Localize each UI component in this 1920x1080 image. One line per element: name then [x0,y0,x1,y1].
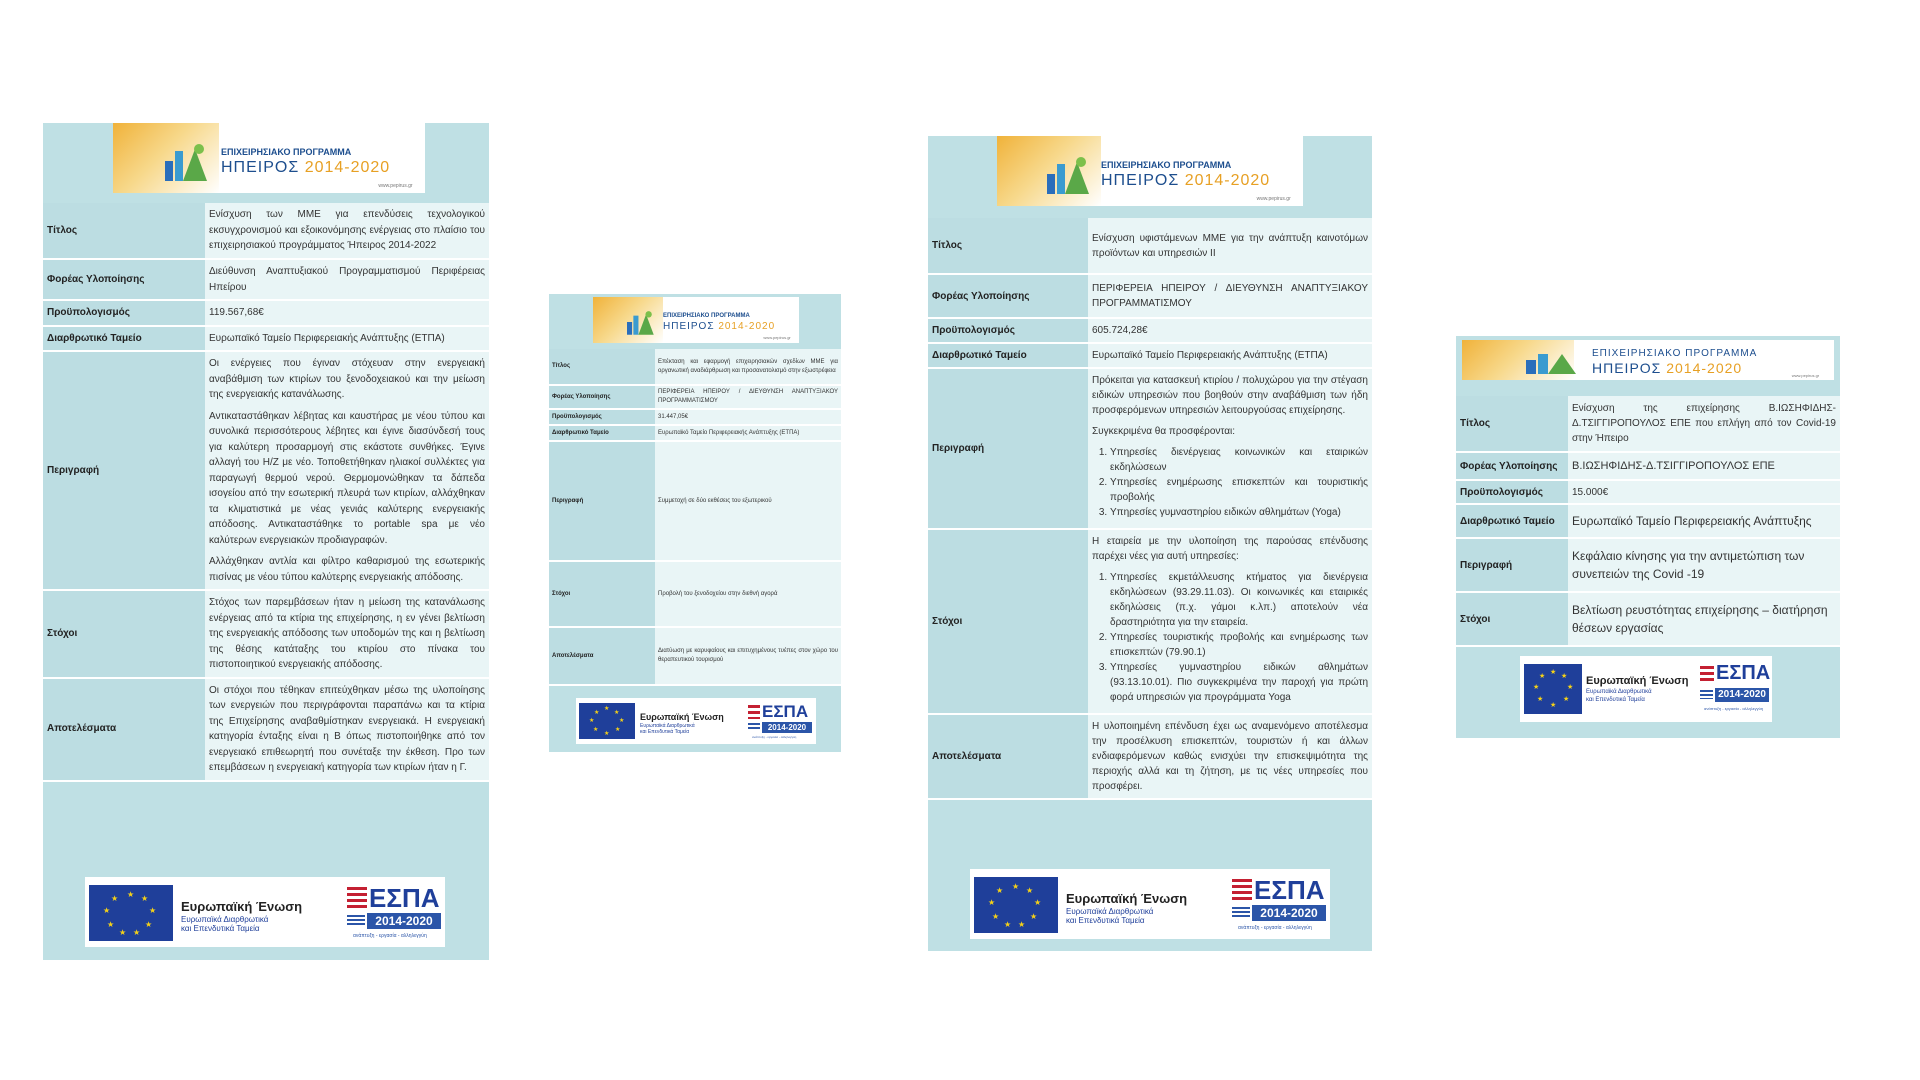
funding-footer [1520,656,1772,722]
label-title: Τίτλος [928,218,1088,274]
row-fund [1456,504,1840,538]
value-description: Κεφάλαιο κίνησης για την αντιμετώπιση των συνεπειών της Covid -19 [1568,538,1840,592]
eu-text [1066,891,1187,925]
label-body: Φορέας Υλοποίησης [43,259,205,300]
poster-covid-support [1456,336,1840,738]
banner-years: 2014-2020 [304,159,391,176]
list-item: 1. Υπηρεσίες διενέργειας κοινωνικών και εταιρικών εκδηλώσεων [1110,445,1368,475]
program-banner [113,123,425,193]
value-description: Συμμετοχή σε δύο εκθέσεις του εξωτερικού [655,441,841,561]
program-banner [997,136,1303,206]
funding-footer [85,877,445,947]
eu-sub1: Ευρωπαϊκά Διαρθρωτικά [1586,689,1652,695]
value-fund: Ευρωπαϊκό Ταμείο Περιφερειακής Ανάπτυξης [1568,504,1840,538]
poster-tourism-energy [43,123,489,960]
funding-footer [970,869,1330,939]
banner-line2 [221,159,390,177]
banner-line2 [663,321,775,332]
row-description [549,441,841,561]
banner-url: www.pepirus.gr [378,182,413,189]
label-goals: Στόχοι [1456,592,1568,646]
row-fund [549,425,841,441]
row-title [928,218,1372,274]
value-title: Ενίσχυση της επιχείρησης Β.ΙΩΣΗΦΙΔΗΣ-Δ.ΤΣΙΓΓΙΡΟΠΟΥΛΟΣ ΕΠΕ που επλήγη από τον Covid-19 στην Ήπειρο [1568,396,1840,452]
greek-flag-icon [748,723,760,731]
row-fund [928,343,1372,368]
label-budget: Προϋπολογισμός [928,318,1088,343]
espa-logo [1700,662,1770,718]
value-body: Β.ΙΩΣΗΦΙΔΗΣ-Δ.ΤΣΙΓΓΙΡΟΠΟΥΛΟΣ ΕΠΕ [1568,452,1840,480]
row-title [549,349,841,385]
label-fund: Διαρθρωτικό Ταμείο [1456,504,1568,538]
eu-flag-icon: ★ ★ ★ ★ ★ ★ ★ ★ [579,703,635,739]
espa-logo [748,702,814,742]
program-banner [593,297,799,343]
label-title: Τίτλος [549,349,655,385]
poster-outward-orientation [549,294,841,752]
row-budget [928,318,1372,343]
banner-line2 [1592,360,1742,376]
banner-years: 2014-2020 [1184,172,1271,189]
espa-tagline: ανάπτυξη - εργασία - αλληλεγγύη [752,735,797,739]
value-results: Η υλοποιημένη επένδυση έχει ως αναμενόμενο αποτέλεσμα την προσέλκυση επισκεπτών, τουριστών ή και άλλων ενδιαφερόμενων καθώς ενισχύει την επισκεψιμότητα της περιοχής αλλά και τη ζήτηση, με τις νέες υπηρεσίες που προσφέρει. [1088,714,1372,799]
list-item: 3. Υπηρεσίες γυμναστηρίου ειδικών αθλημάτων (Yoga) [1110,505,1368,520]
eu-text [1586,674,1688,704]
value-budget: 15.000€ [1568,480,1840,504]
label-title: Τίτλος [1456,396,1568,452]
greek-flag-icon [347,915,365,927]
label-body: Φορέας Υλοποίησης [928,274,1088,318]
banner-years: 2014-2020 [718,321,776,332]
list-item: 2. Υπηρεσίες ενημέρωσης επισκεπτών και τουριστικής προβολής [1110,475,1368,505]
epirus-logo-icon [627,309,655,335]
value-body: ΠΕΡΙΦΕΡΕΙΑ ΗΠΕΙΡΟΥ / ΔΙΕΥΘΥΝΣΗ ΑΝΑΠΤΥΞΙΑΚΟΥ ΠΡΟΓΡΑΜΜΑΤΙΣΜΟΥ [1088,274,1372,318]
list-item: 2. Υπηρεσίες τουριστικής προβολής και ενημέρωσης των επισκεπτών (79.90.1) [1110,630,1368,660]
banner-region: ΗΠΕΙΡΟΣ [663,321,715,332]
espa-tagline: ανάπτυξη - εργασία - αλληλεγγύη [1704,706,1764,711]
row-goals [43,590,489,678]
greek-flag-icon [1700,690,1713,699]
espa-word: ΕΣΠΑ [369,883,440,913]
value-budget: 605.724,28€ [1088,318,1372,343]
value-title: Ενίσχυση υφιστάμενων ΜΜΕ για την ανάπτυξη καινοτόμων προϊόντων και υπηρεσιών ΙΙ [1088,218,1372,274]
espa-years: 2014-2020 [367,913,441,929]
description-p3: Αλλάχθηκαν αντλία και φίλτρο καθαρισμού της εσωτερικής πισίνας με νέου τύπου καλύτερης ενεργειακής απόδοσης. [209,556,485,583]
label-results: Αποτελέσματα [43,678,205,781]
row-goals [928,529,1372,714]
espa-years: 2014-2020 [1252,905,1326,921]
row-description [1456,538,1840,592]
banner-line1: ΕΠΙΧΕΙΡΗΣΙΑΚΟ ΠΡΟΓΡΑΜΜΑ [1592,348,1758,359]
epirus-logo-icon [165,141,209,181]
description-p1: Οι ενέργειες που έγιναν στόχευαν στην ενεργειακή αναβάθμιση των κτιρίων του ξενοδοχειακού και την μείωση της ενεργειακής κατανάλωσης. [209,358,485,400]
eu-text [181,899,302,933]
eu-sub2: και Επενδυτικά Ταμεία [640,729,690,735]
description-intro: Πρόκειται για κατασκευή κτιρίου / πολυχώρου για την στέγαση ειδικών υπηρεσιών που βοηθούν στην αναβάθμιση των ήδη προσφερόμενων υπηρεσιών λειτουργούσας επιχείρησης. [1092,375,1368,416]
espa-word: ΕΣΠΑ [1716,662,1771,684]
goals-list [1092,570,1368,705]
label-body: Φορέας Υλοποίησης [1456,452,1568,480]
banner-url: www.pepirus.gr [1791,372,1820,378]
row-results [928,714,1372,799]
label-goals: Στόχοι [928,529,1088,714]
row-title [43,203,489,259]
row-body [1456,452,1840,480]
label-budget: Προϋπολογισμός [1456,480,1568,504]
row-title [1456,396,1840,452]
row-description [43,351,489,590]
banner-region: ΗΠΕΙΡΟΣ [1592,360,1662,376]
label-description: Περιγραφή [1456,538,1568,592]
value-goals: Στόχος των παρεμβάσεων ήταν η μείωση της κατανάλωσης ενέργειας από τα κτίρια της επιχείρησης, η εν γένει βελτίωση της ενεργειακής απόδοσης των υποδομών της και η βελτίωση της θέσης κατάταξης του κτιρίου στο πίνακα του πιστοποιητικού ενεργειακής απόδοσης. [205,590,489,678]
value-budget: 119.567,68€ [205,300,489,326]
row-budget [549,409,841,425]
value-goals: Προβολή του ξενοδοχείου στην διεθνή αγορά [655,561,841,627]
label-description: Περιγραφή [549,441,655,561]
eu-sub2: και Επενδυτικά Ταμεία [181,924,260,933]
eu-sub2: και Επενδυτικά Ταμεία [1586,697,1645,703]
row-goals [1456,592,1840,646]
eu-flag-icon: ★ ★ ★ ★ ★ ★ ★ ★ [1524,664,1582,714]
eu-flag-icon: ★ ★ ★ ★ ★ ★ ★ ★ ★ [974,877,1058,933]
banner-line1: ΕΠΙΧΕΙΡΗΣΙΑΚΟ ΠΡΟΓΡΑΜΜΑ [1101,160,1232,170]
project-table [549,349,841,686]
value-budget: 31.447,05€ [655,409,841,425]
banner-url: www.pepirus.gr [1256,195,1291,202]
eu-text [640,712,724,735]
value-goals: Βελτίωση ρευστότητας επιχείρησης – διατήρηση θέσεων εργασίας [1568,592,1840,646]
eu-title: Ευρωπαϊκή Ένωση [640,712,724,722]
row-goals [549,561,841,627]
espa-logo [347,883,443,943]
row-budget [43,300,489,326]
value-body: ΠΕΡΙΦΕΡΕΙΑ ΗΠΕΙΡΟΥ / ΔΙΕΥΘΥΝΣΗ ΑΝΑΠΤΥΞΙΑΚΟΥ ΠΡΟΓΡΑΜΜΑΤΙΣΜΟΥ [655,385,841,409]
description-p2: Αντικαταστάθηκαν λέβητας και καυστήρας με νέου τύπου και συνολικά περισσότερους λέβητες και έγινε διασύνδεσή τους για καλύτερη προσαρμογή στις εκάστοτε συνθήκες. Έγινε αλλαγή του Η/Ζ με νέο. Τοποθετήθηκαν ηλιακοί συλλέκτες για παραγωγή θερμού νερού. Θερμομονώθηκαν τα δάπεδα ισογείου από την εσωτερική πλευρά των κτιρίων, αλλάχθηκαν τα κλιματιστικά με νέας γενιάς καλύτερης ενεργειακής απόδοσης. Αντικαταστάθηκε το portable spa με νέο καλύτερων ενεργειακών προδιαγραφών. [209,410,485,546]
list-item: 3. Υπηρεσίες γυμναστηρίου ειδικών αθλημάτων (93.13.10.01). Πιο συγκεκριμένα την παροχή για πρώτη φορά υπηρεσιών για προγράμματα Yoga [1110,660,1368,705]
project-table [43,203,489,782]
description-lead: Συγκεκριμένα θα προσφέρονται: [1092,426,1236,437]
eu-sub1: Ευρωπαϊκά Διαρθρωτικά [1066,907,1154,916]
banner-line1: ΕΠΙΧΕΙΡΗΣΙΑΚΟ ΠΡΟΓΡΑΜΜΑ [663,313,750,319]
label-budget: Προϋπολογισμός [43,300,205,326]
label-description: Περιγραφή [928,368,1088,529]
label-title: Τίτλος [43,203,205,259]
label-fund: Διαρθρωτικό Ταμείο [43,326,205,352]
label-results: Αποτελέσματα [928,714,1088,799]
project-table [928,218,1372,800]
banner-line2 [1101,172,1270,190]
row-description [928,368,1372,529]
description-list [1092,445,1368,520]
espa-word: ΕΣΠΑ [1254,875,1325,905]
espa-logo [1232,875,1328,935]
espa-word: ΕΣΠΑ [762,702,809,721]
label-goals: Στόχοι [43,590,205,678]
value-fund: Ευρωπαϊκό Ταμείο Περιφερειακής Ανάπτυξης (ΕΤΠΑ) [205,326,489,352]
row-body [928,274,1372,318]
label-results: Αποτελέσματα [549,627,655,685]
poster-innovative-services [928,136,1372,951]
label-goals: Στόχοι [549,561,655,627]
label-fund: Διαρθρωτικό Ταμείο [549,425,655,441]
banner-years: 2014-2020 [1666,360,1743,376]
eu-title: Ευρωπαϊκή Ένωση [1066,891,1188,906]
espa-tagline: ανάπτυξη - εργασία - αλληλεγγύη [1238,925,1312,931]
program-banner [1462,340,1834,380]
label-budget: Προϋπολογισμός [549,409,655,425]
eu-sub2: και Επενδυτικά Ταμεία [1066,916,1145,925]
value-results: Οι στόχοι που τέθηκαν επιτεύχθηκαν μέσω της υλοποίησης των ενεργειών που περιγράφονται παραπάνω και τα κτίρια της Επιχείρησης αναβαθμίστηκαν ενεργειακά. Η ενεργειακή κατηγορία ένταξης είναι η Β όπως πιστοποιήθηκε από τον ενεργειακό επιθεωρητή που συνέταξε την έκθεση. Προ των επεμβάσεων η ενεργειακή κατηγορία των κτιρίων ήταν η Γ. [205,678,489,781]
list-item: 1. Υπηρεσίες εκμετάλλευσης κτήματος για διενέργεια εκδηλώσεων (93.29.11.03). Οι κοινωνικές και εταιρικές εκδηλώσεις (π.χ. γάμοι κ.λπ.) αποτελούν νέα δραστηριότητα για την εταιρεία. [1110,570,1368,630]
value-title: Ενίσχυση των ΜΜΕ για επενδύσεις τεχνολογικού εκσυγχρονισμού και εξοικονόμησης ενέργειας στο πλαίσιο του επιχειρησιακού προγράμματος Ήπειρος 2014-2022 [205,203,489,259]
value-fund: Ευρωπαϊκό Ταμείο Περιφερειακής Ανάπτυξης (ΕΤΠΑ) [655,425,841,441]
project-table [1456,396,1840,647]
value-results: Διατύωση με καρυφαίους και επιτυχημένους τυέπες στον χώρο του θεραπευτικού τουρισμού [655,627,841,685]
banner-region: ΗΠΕΙΡΟΣ [221,159,300,176]
value-title: Επέκταση και εφαρμογή επιχειρησιακών σχεδίων ΜΜΕ για οργανωτική αναδιάρθρωση και προσανατολισμό στην εξωστρέφεια [655,349,841,385]
label-fund: Διαρθρωτικό Ταμείο [928,343,1088,368]
value-fund: Ευρωπαϊκό Ταμείο Περιφερειακής Ανάπτυξης (ΕΤΠΑ) [1088,343,1372,368]
epirus-logo-icon [1047,154,1091,194]
espa-years: 2014-2020 [1715,688,1769,702]
banner-line1: ΕΠΙΧΕΙΡΗΣΙΑΚΟ ΠΡΟΓΡΑΜΜΑ [221,147,352,157]
epirus-logo-icon [1526,350,1578,374]
banner-region: ΗΠΕΙΡΟΣ [1101,172,1180,189]
row-results [43,678,489,781]
row-body [549,385,841,409]
label-description: Περιγραφή [43,351,205,590]
eu-flag-icon: ★ ★ ★ ★ ★ ★ ★ ★ ★ [89,885,173,941]
eu-sub1: Ευρωπαϊκά Διαρθρωτικά [181,915,269,924]
row-results [549,627,841,685]
espa-years: 2014-2020 [762,722,812,733]
eu-title: Ευρωπαϊκή Ένωση [181,899,303,914]
goals-intro: Η εταιρεία με την υλοποίηση της παρούσας επένδυσης παρέχει νέες για αυτή υπηρεσίες: [1092,536,1368,562]
row-budget [1456,480,1840,504]
label-body: Φορέας Υλοποίησης [549,385,655,409]
banner-url: www.pepirus.gr [763,335,791,341]
row-fund [43,326,489,352]
espa-tagline: ανάπτυξη - εργασία - αλληλεγγύη [353,933,427,939]
greek-flag-icon [1232,907,1250,919]
value-body: Διεύθυνση Αναπτυξιακού Προγραμματισμού Περιφέρειας Ηπείρου [205,259,489,300]
funding-footer [576,698,816,744]
row-body [43,259,489,300]
eu-title: Ευρωπαϊκή Ένωση [1586,675,1689,687]
eu-sub1: Ευρωπαϊκά Διαρθρωτικά [640,723,695,729]
